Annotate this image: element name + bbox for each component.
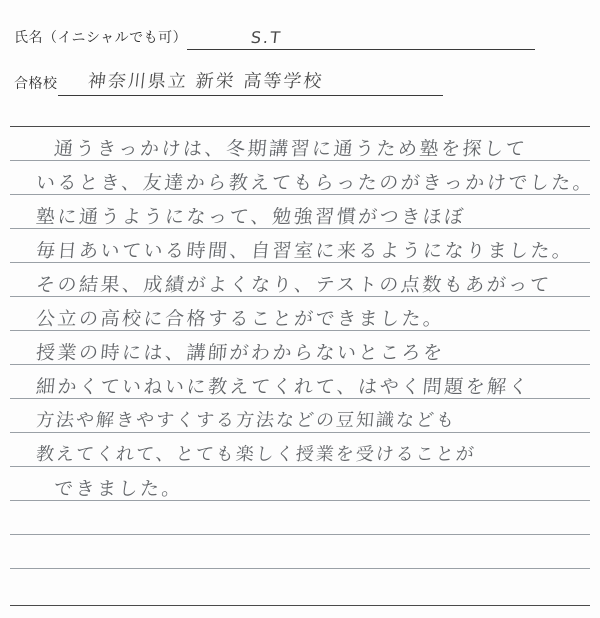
handwritten-line: 細かくていねいに教えてくれて、はやく問題を解く [35, 376, 532, 398]
handwritten-line: 教えてくれて、とても楽しく授業を受けることが [35, 444, 477, 465]
name-field-underline[interactable] [187, 24, 535, 50]
handwritten-line: 授業の時には、講師がわからないところを [35, 342, 446, 364]
school-field-underline[interactable] [58, 70, 443, 96]
handwritten-line: いるとき、友達から教えてもらったのがきっかけでした。 [35, 172, 596, 194]
handwritten-line: 通うきっかけは、冬期講習に通うため塾を探して [53, 138, 528, 160]
handwritten-line: できました。 [53, 478, 184, 500]
handwritten-text [10, 127, 596, 605]
school-field-row [14, 70, 443, 96]
handwritten-line: 公立の高校に合格することができました。 [35, 308, 446, 330]
handwritten-line: 方法や解きやすくする方法などの豆知識なども [35, 410, 457, 431]
school-field-label: 合格校 [14, 76, 58, 92]
school-field-value: 神奈川県立 新栄 高等学校 [86, 71, 324, 92]
handwritten-line: その結果、成績がよくなり、テストの点数もあがって [35, 274, 553, 296]
name-field-value: S.T [250, 28, 284, 47]
name-field-row [14, 24, 535, 50]
handwritten-line: 塾に通うようになって、勉強習慣がつきほぼ [35, 206, 467, 228]
ruled-answer-area[interactable] [10, 126, 596, 606]
handwritten-line: 毎日あいている時間、自習室に来るようになりました。 [35, 240, 575, 262]
form-header [0, 0, 600, 118]
name-field-label: 氏名（イニシャルでも可） [14, 30, 188, 46]
